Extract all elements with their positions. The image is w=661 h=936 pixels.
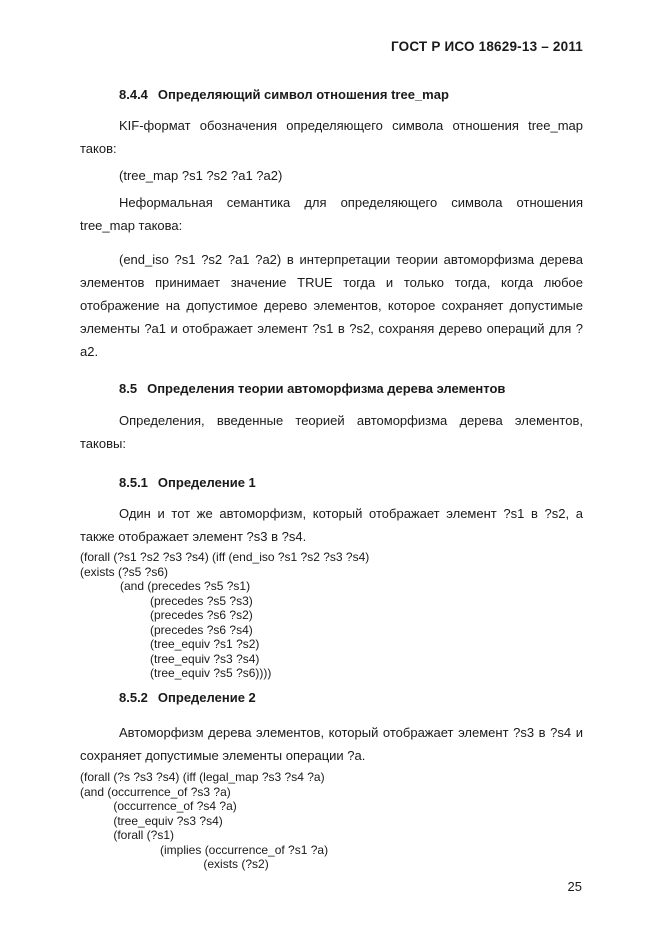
paragraph-end-iso-semantics: (end_iso ?s1 ?s2 ?a1 ?a2) в интерпретации теории автоморфизма дерева элементов принимает значение TRUE тогда и только тогда, когда любое отображение на допустимое дерево элементов, которое сохраняет допустимые элементы ?a1 и отображает элемент ?s1 в ?s2, сохраняя дерево операций для ?a2. [80,252,583,359]
paragraph-informal-semantics: Неформальная семантика для определяющего символа отношения tree_map такова: [80,195,583,233]
page-number: 25 [567,879,582,894]
section-number: 8.4.4 [119,87,148,102]
section-title: Определения теории автоморфизма дерева элементов [147,381,506,396]
kif-code-definition-2: (forall (?s ?s3 ?s4) (iff (legal_map ?s3 ?s4 ?a) (and (occurrence_of ?s3 ?a) (occurrence_of ?s4 ?a) (tree_equiv ?s3 ?s4) (forall (?s1) (implies (occurrence_of ?s1 ?a) (exists (?s2) [80,770,329,871]
section-title: Определяющий символ отношения tree_map [157,87,449,102]
paragraph-definition-2: Автоморфизм дерева элементов, который отображает элемент ?s3 в ?s4 и сохраняет допустимые элементы операции ?a. [80,725,583,763]
heading-8-5-1 [119,475,256,490]
paragraph-definitions-intro: Определения, введенные теорией автоморфизма дерева элементов, таковы: [80,413,583,451]
section-title: Определение 2 [157,690,256,705]
section-title: Определение 1 [157,475,256,490]
paragraph-tree-map-form: (tree_map ?s1 ?s2 ?a1 ?a2) [119,168,283,183]
heading-8-5 [119,381,505,396]
kif-code-definition-1: (forall (?s1 ?s2 ?s3 ?s4) (iff (end_iso ?s1 ?s2 ?s3 ?s4) (exists (?s5 ?s6) (and (precedes ?s5 ?s1) (precedes ?s5 ?s3) (precedes ?s6 ?s2) (precedes ?s6 ?s4) (tree_equiv ?s1 ?s2) (tree_equiv ?s3 ?s4) (tree_equiv ?s5 ?s6)))) [80,550,370,680]
heading-8-4-4 [119,87,449,102]
document-header: ГОСТ Р ИСО 18629-13 – 2011 [390,39,583,54]
paragraph-definition-1: Один и тот же автоморфизм, который отображает элемент ?s1 в ?s2, а также отображает элемент ?s3 в ?s4. [80,506,583,544]
paragraph-kif-format: KIF-формат обозначения определяющего символа отношения tree_map таков: [80,118,583,156]
section-number: 8.5.1 [119,475,148,490]
heading-8-5-2 [119,690,256,705]
section-number: 8.5.2 [119,690,148,705]
section-number: 8.5 [119,381,138,396]
